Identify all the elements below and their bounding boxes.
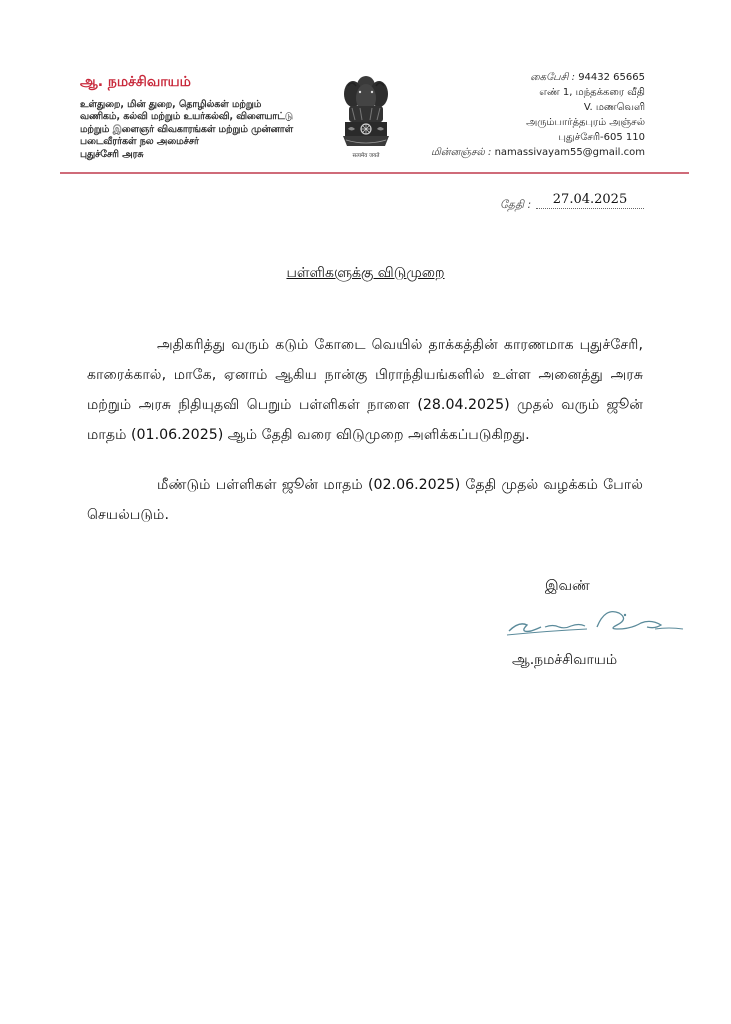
- email-address: namassivayam55@gmail.com: [494, 147, 645, 158]
- subject-text: பள்ளிகளுக்கு விடுமுறை: [286, 265, 445, 281]
- address-line: V. மணவெளி: [583, 102, 645, 113]
- mobile-line: [385, 70, 645, 85]
- body-paragraph-2: மீண்டும் பள்ளிகள் ஜூன் மாதம் (02.06.2025) தேதி முதல் வழக்கம் போல் செயல்படும்.: [87, 477, 643, 523]
- address-line: புதுச்சேரி-605 110: [558, 132, 645, 143]
- letterhead-left: [80, 73, 342, 161]
- closing-word: இவண்: [545, 578, 590, 594]
- letterhead-right: [385, 70, 645, 160]
- email-line: [385, 145, 645, 160]
- date-value: 27.04.2025: [536, 192, 644, 209]
- signatory-name: ஆ.நமச்சிவாயம்: [512, 652, 618, 668]
- date-label: தேதி :: [500, 198, 532, 211]
- portfolio-line: வணிகம், கல்வி மற்றும் உயர்கல்வி, விளையாட்டு: [80, 111, 294, 123]
- portfolio-line: புதுச்சேரி அரசு: [80, 148, 144, 160]
- mobile-number: 94432 65665: [578, 72, 645, 83]
- body-paragraph-1: அதிகரித்து வரும் கடும் கோடை வெயில் தாக்கத்தின் காரணமாக புதுச்சேரி, காரைக்கால், மாகே, ஏனாம் ஆகிய நான்கு பிராந்தியங்களில் உள்ள அனைத்து அரசு மற்றும் அரசு நிதியுதவி பெறும் பள்ளிகள் நாளை (28.04.2025) முதல் வரும் ஜூன் மாதம் (01.06.2025) ஆம் தேதி வரை விடுமுறை அளிக்கப்படுகிறது.: [87, 337, 643, 443]
- portfolio-line: மற்றும் இளைஞர் விவகாரங்கள் மற்றும் முன்னாள்: [80, 123, 294, 135]
- date-row: [500, 192, 660, 212]
- address-line: அரும்பார்த்தபுரம் அஞ்சல்: [526, 117, 645, 128]
- letterhead-divider: [60, 172, 689, 174]
- emblem-motto: सत्यमेव जयते: [352, 153, 380, 159]
- email-label: மின்னஞ்சல் :: [431, 147, 492, 158]
- portfolio-line: படைவீரர்கள் நல அமைச்சர்: [80, 136, 199, 148]
- subject-heading: [0, 262, 731, 283]
- mobile-label: கைபேசி :: [530, 72, 575, 83]
- address-line: எண் 1, மந்தக்கரை வீதி: [539, 87, 645, 98]
- signature-icon: [505, 605, 687, 639]
- minister-name: ஆ. நமச்சிவாயம்: [80, 74, 191, 90]
- portfolio-line: உள்துறை, மின் துறை, தொழில்கள் மற்றும்: [80, 99, 262, 110]
- letter-body: [87, 330, 643, 530]
